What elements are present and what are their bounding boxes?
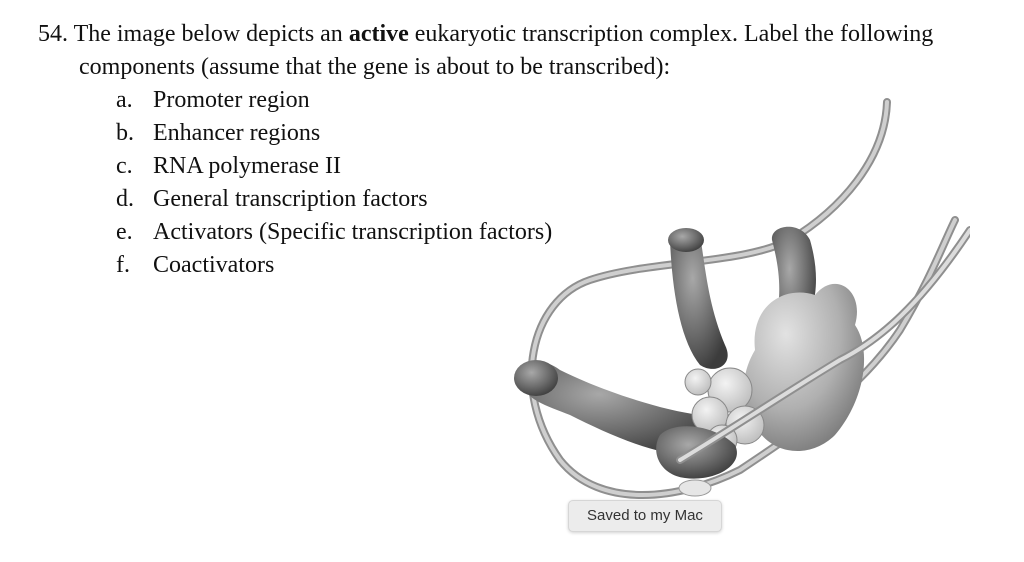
saved-toast: Saved to my Mac bbox=[568, 500, 722, 532]
option-text: Promoter region bbox=[153, 87, 310, 113]
question-line-2: components (assume that the gene is about to be transcribed): bbox=[79, 54, 671, 80]
option-letter: c. bbox=[116, 153, 133, 179]
transcription-complex-figure bbox=[500, 90, 970, 510]
option-text: General transcription factors bbox=[153, 186, 428, 212]
option-text: RNA polymerase II bbox=[153, 153, 341, 179]
option-text: Coactivators bbox=[153, 252, 275, 278]
option-letter: e. bbox=[116, 219, 133, 245]
enhancer-activator-knob bbox=[514, 360, 558, 396]
option-letter: a. bbox=[116, 87, 133, 113]
question-bold-word: active bbox=[348, 21, 409, 47]
question-number: 54. bbox=[38, 21, 68, 47]
question-line-1 bbox=[38, 18, 998, 51]
option-letter: f. bbox=[116, 252, 130, 278]
question-text-after: eukaryotic transcription complex. Label the following bbox=[408, 21, 934, 47]
option-text: Activators (Specific transcription factors) bbox=[153, 219, 553, 245]
question-text-before: The image below depicts an bbox=[68, 21, 349, 47]
promoter-base bbox=[679, 480, 711, 496]
option-text: Enhancer regions bbox=[153, 120, 321, 146]
option-letter: b. bbox=[116, 120, 134, 146]
activator-left-cap bbox=[668, 228, 704, 252]
option-letter: d. bbox=[116, 186, 134, 212]
